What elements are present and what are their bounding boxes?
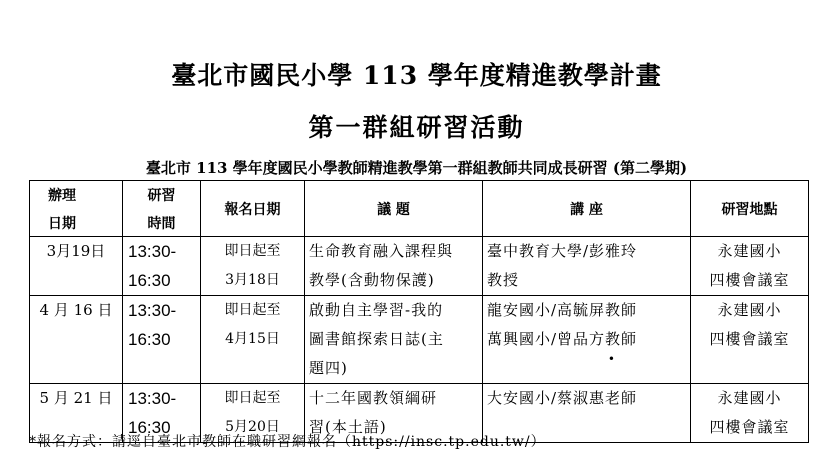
time-end: 16:30 (128, 271, 171, 290)
header-date-line2: 日期 (48, 215, 76, 232)
topic-line1: 十二年國教領綱研 (309, 389, 438, 407)
topic-line2: 習(本土語) (309, 418, 387, 436)
reg-line1: 即日起至 (224, 243, 281, 259)
header-location: 研習地點 (691, 181, 809, 237)
time-end: 16:30 (128, 330, 171, 349)
lecturer-line1: 大安國小/蔡淑惠老師 (487, 389, 638, 407)
location-line1: 永建國小 (717, 301, 782, 319)
location-line2: 四樓會議室 (709, 418, 790, 436)
location-line2: 四樓會議室 (709, 330, 790, 348)
lecturer-line2: 萬興國小/曾品方教師 (487, 330, 638, 348)
header-date-line1: 辦理 (48, 187, 76, 204)
location-line1: 永建國小 (717, 389, 782, 407)
table-row (30, 296, 809, 384)
cell-topic (305, 237, 483, 296)
cell-lecturer (483, 237, 691, 296)
cell-registration (201, 237, 305, 296)
header-date (30, 181, 123, 237)
reg-line2: 5月20日 (225, 419, 280, 435)
cell-location (691, 384, 809, 443)
location-line2: 四樓會議室 (709, 271, 790, 289)
header-time-line2: 時間 (147, 215, 176, 232)
header-time-line1: 研習 (147, 187, 176, 204)
reg-line2: 3月18日 (225, 272, 280, 288)
registration-note: *報名方式：請逕自臺北市教師在職研習網報名（https://insc.tp.edu.tw/） (29, 434, 546, 450)
reg-line1: 即日起至 (224, 302, 281, 318)
schedule-table (29, 180, 809, 443)
table-header-row (30, 181, 809, 237)
header-time (123, 181, 201, 237)
page-subtitle: 第一群組研習活動 (308, 113, 525, 142)
table-row (30, 237, 809, 296)
cell-date: 4 月 16 日 (30, 296, 123, 384)
topic-line1: 生命教育融入課程與 (309, 242, 454, 260)
cell-topic (305, 296, 483, 384)
stray-dot: • (607, 352, 616, 366)
lecturer-line1: 龍安國小/高毓屏教師 (487, 301, 638, 319)
cell-lecturer (483, 296, 691, 384)
cell-registration (201, 296, 305, 384)
header-registration: 報名日期 (201, 181, 305, 237)
header-topic: 議 題 (305, 181, 483, 237)
cell-date: 3月19日 (30, 237, 123, 296)
page-title: 臺北市國民小學 113 學年度精進教學計畫 (171, 61, 662, 90)
topic-line2: 圖書館探索日誌(主 (309, 330, 444, 348)
cell-time (123, 296, 201, 384)
cell-time (123, 237, 201, 296)
cell-location (691, 237, 809, 296)
reg-line2: 4月15日 (225, 331, 280, 347)
topic-line1: 啟動自主學習-我的 (309, 301, 444, 319)
table-caption: 臺北市 113 學年度國民小學教師精進教學第一群組教師共同成長研習 (第二學期) (145, 159, 688, 177)
cell-date: 5 月 21 日 (30, 384, 123, 443)
lecturer-line1: 臺中教育大學/彭雅玲 (487, 242, 638, 260)
topic-line3: 題四) (309, 359, 348, 377)
time-start: 13:30- (128, 301, 177, 320)
lecturer-line2: 教授 (487, 271, 520, 289)
time-end: 16:30 (128, 418, 171, 437)
location-line1: 永建國小 (717, 242, 782, 260)
time-start: 13:30- (128, 242, 177, 261)
topic-line2: 教學(含動物保護) (309, 271, 435, 289)
reg-line1: 即日起至 (224, 390, 281, 406)
time-start: 13:30- (128, 389, 177, 408)
cell-location (691, 296, 809, 384)
header-lecturer: 講 座 (483, 181, 691, 237)
